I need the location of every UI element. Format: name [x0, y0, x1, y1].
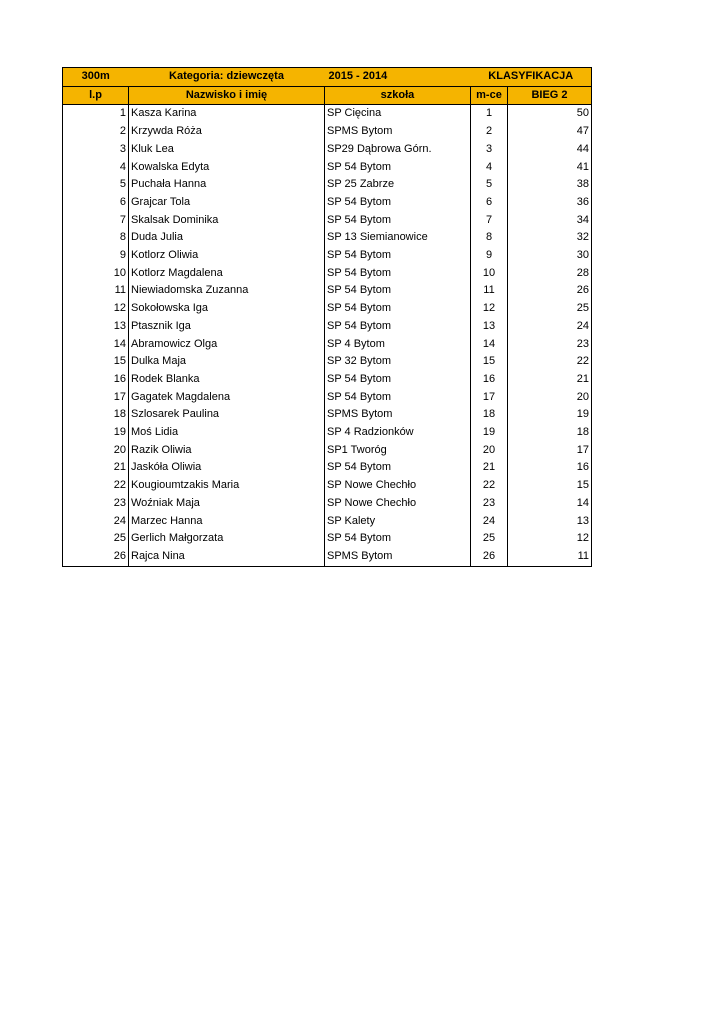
row-number: 24	[63, 513, 129, 531]
points-value: 36	[508, 194, 592, 212]
row-number: 22	[63, 477, 129, 495]
athlete-name: Abramowicz Olga	[129, 336, 325, 354]
school-name: SP 54 Bytom	[325, 300, 471, 318]
athlete-name: Gagatek Magdalena	[129, 389, 325, 407]
row-number: 16	[63, 371, 129, 389]
place-value: 7	[471, 212, 508, 230]
place-value: 12	[471, 300, 508, 318]
column-header-row	[63, 86, 592, 105]
points-value: 22	[508, 353, 592, 371]
place-value: 1	[471, 105, 508, 123]
table-row	[63, 513, 592, 531]
table-row	[63, 194, 592, 212]
place-value: 23	[471, 495, 508, 513]
points-value: 23	[508, 336, 592, 354]
points-value: 41	[508, 159, 592, 177]
place-value: 26	[471, 548, 508, 566]
column-header-place: m-ce	[471, 86, 508, 105]
place-value: 17	[471, 389, 508, 407]
school-name: SP 54 Bytom	[325, 212, 471, 230]
athlete-name: Rajca Nina	[129, 548, 325, 566]
place-value: 22	[471, 477, 508, 495]
row-number: 15	[63, 353, 129, 371]
points-value: 26	[508, 282, 592, 300]
table-row	[63, 318, 592, 336]
table-row	[63, 336, 592, 354]
points-value: 15	[508, 477, 592, 495]
points-value: 38	[508, 176, 592, 194]
place-value: 10	[471, 265, 508, 283]
athlete-name: Duda Julia	[129, 229, 325, 247]
table-row	[63, 159, 592, 177]
table-row	[63, 424, 592, 442]
school-name: SP Kalety	[325, 513, 471, 531]
table-row	[63, 389, 592, 407]
table-row	[63, 371, 592, 389]
classification-label: KLASYFIKACJA	[471, 68, 592, 87]
points-value: 11	[508, 548, 592, 566]
athlete-name: Kougioumtzakis Maria	[129, 477, 325, 495]
school-name: SP 54 Bytom	[325, 265, 471, 283]
points-value: 12	[508, 530, 592, 548]
row-number: 26	[63, 548, 129, 566]
place-value: 21	[471, 459, 508, 477]
row-number: 8	[63, 229, 129, 247]
row-number: 13	[63, 318, 129, 336]
row-number: 23	[63, 495, 129, 513]
athlete-name: Ptasznik Iga	[129, 318, 325, 336]
table-row	[63, 530, 592, 548]
school-name: SPMS Bytom	[325, 406, 471, 424]
table-row	[63, 123, 592, 141]
points-value: 24	[508, 318, 592, 336]
school-name: SP 54 Bytom	[325, 318, 471, 336]
row-number: 6	[63, 194, 129, 212]
school-name: SP 54 Bytom	[325, 389, 471, 407]
row-number: 14	[63, 336, 129, 354]
athlete-name: Kowalska Edyta	[129, 159, 325, 177]
results-body	[63, 105, 592, 566]
place-value: 8	[471, 229, 508, 247]
place-value: 5	[471, 176, 508, 194]
athlete-name: Woźniak Maja	[129, 495, 325, 513]
category-label: Kategoria: dziewczęta	[129, 68, 325, 87]
athlete-name: Kotlorz Oliwia	[129, 247, 325, 265]
athlete-name: Skalsak Dominika	[129, 212, 325, 230]
points-value: 44	[508, 141, 592, 159]
athlete-name: Razik Oliwia	[129, 442, 325, 460]
points-value: 18	[508, 424, 592, 442]
table-row	[63, 105, 592, 123]
place-value: 6	[471, 194, 508, 212]
place-value: 3	[471, 141, 508, 159]
title-row	[63, 68, 592, 87]
place-value: 11	[471, 282, 508, 300]
athlete-name: Moś Lidia	[129, 424, 325, 442]
row-number: 19	[63, 424, 129, 442]
row-number: 1	[63, 105, 129, 123]
school-name: SP Cięcina	[325, 105, 471, 123]
years-label: 2015 - 2014	[325, 68, 471, 87]
row-number: 3	[63, 141, 129, 159]
table-row	[63, 212, 592, 230]
table-row	[63, 229, 592, 247]
place-value: 24	[471, 513, 508, 531]
distance-label: 300m	[63, 68, 129, 87]
table-row	[63, 282, 592, 300]
place-value: 15	[471, 353, 508, 371]
table-row	[63, 477, 592, 495]
points-value: 14	[508, 495, 592, 513]
points-value: 16	[508, 459, 592, 477]
place-value: 20	[471, 442, 508, 460]
table-row	[63, 548, 592, 566]
column-header-name: Nazwisko i imię	[129, 86, 325, 105]
school-name: SP 54 Bytom	[325, 282, 471, 300]
points-value: 30	[508, 247, 592, 265]
school-name: SP 54 Bytom	[325, 247, 471, 265]
school-name: SP 4 Radzionków	[325, 424, 471, 442]
row-number: 17	[63, 389, 129, 407]
school-name: SP 54 Bytom	[325, 530, 471, 548]
place-value: 25	[471, 530, 508, 548]
school-name: SPMS Bytom	[325, 548, 471, 566]
points-value: 28	[508, 265, 592, 283]
row-number: 18	[63, 406, 129, 424]
points-value: 17	[508, 442, 592, 460]
table-row	[63, 459, 592, 477]
points-value: 21	[508, 371, 592, 389]
points-value: 34	[508, 212, 592, 230]
place-value: 13	[471, 318, 508, 336]
results-table	[62, 67, 592, 567]
row-number: 12	[63, 300, 129, 318]
place-value: 16	[471, 371, 508, 389]
table-row	[63, 442, 592, 460]
points-value: 19	[508, 406, 592, 424]
athlete-name: Kotlorz Magdalena	[129, 265, 325, 283]
points-value: 13	[508, 513, 592, 531]
place-value: 19	[471, 424, 508, 442]
place-value: 18	[471, 406, 508, 424]
athlete-name: Dulka Maja	[129, 353, 325, 371]
athlete-name: Kluk Lea	[129, 141, 325, 159]
school-name: SP 4 Bytom	[325, 336, 471, 354]
row-number: 25	[63, 530, 129, 548]
row-number: 2	[63, 123, 129, 141]
points-value: 20	[508, 389, 592, 407]
place-value: 14	[471, 336, 508, 354]
school-name: SP Nowe Chechło	[325, 495, 471, 513]
row-number: 11	[63, 282, 129, 300]
points-value: 32	[508, 229, 592, 247]
table-row	[63, 406, 592, 424]
school-name: SP 25 Zabrze	[325, 176, 471, 194]
school-name: SP 13 Siemianowice	[325, 229, 471, 247]
table-row	[63, 247, 592, 265]
school-name: SPMS Bytom	[325, 123, 471, 141]
place-value: 4	[471, 159, 508, 177]
school-name: SP Nowe Chechło	[325, 477, 471, 495]
athlete-name: Niewiadomska Zuzanna	[129, 282, 325, 300]
athlete-name: Marzec Hanna	[129, 513, 325, 531]
school-name: SP29 Dąbrowa Górn.	[325, 141, 471, 159]
athlete-name: Grajcar Tola	[129, 194, 325, 212]
place-value: 9	[471, 247, 508, 265]
school-name: SP1 Tworóg	[325, 442, 471, 460]
table-row	[63, 141, 592, 159]
school-name: SP 54 Bytom	[325, 371, 471, 389]
school-name: SP 32 Bytom	[325, 353, 471, 371]
column-header-run: BIEG 2	[508, 86, 592, 105]
column-header-school: szkoła	[325, 86, 471, 105]
athlete-name: Krzywda Róża	[129, 123, 325, 141]
row-number: 20	[63, 442, 129, 460]
table-row	[63, 176, 592, 194]
row-number: 5	[63, 176, 129, 194]
row-number: 9	[63, 247, 129, 265]
school-name: SP 54 Bytom	[325, 459, 471, 477]
athlete-name: Gerlich Małgorzata	[129, 530, 325, 548]
table-row	[63, 353, 592, 371]
athlete-name: Szlosarek Paulina	[129, 406, 325, 424]
table-row	[63, 495, 592, 513]
school-name: SP 54 Bytom	[325, 194, 471, 212]
athlete-name: Puchała Hanna	[129, 176, 325, 194]
row-number: 7	[63, 212, 129, 230]
table-row	[63, 265, 592, 283]
place-value: 2	[471, 123, 508, 141]
column-header-lp: l.p	[63, 86, 129, 105]
table-row	[63, 300, 592, 318]
row-number: 4	[63, 159, 129, 177]
points-value: 47	[508, 123, 592, 141]
school-name: SP 54 Bytom	[325, 159, 471, 177]
athlete-name: Rodek Blanka	[129, 371, 325, 389]
row-number: 10	[63, 265, 129, 283]
points-value: 25	[508, 300, 592, 318]
points-value: 50	[508, 105, 592, 123]
athlete-name: Kasza Karina	[129, 105, 325, 123]
row-number: 21	[63, 459, 129, 477]
athlete-name: Sokołowska Iga	[129, 300, 325, 318]
athlete-name: Jaskóła Oliwia	[129, 459, 325, 477]
